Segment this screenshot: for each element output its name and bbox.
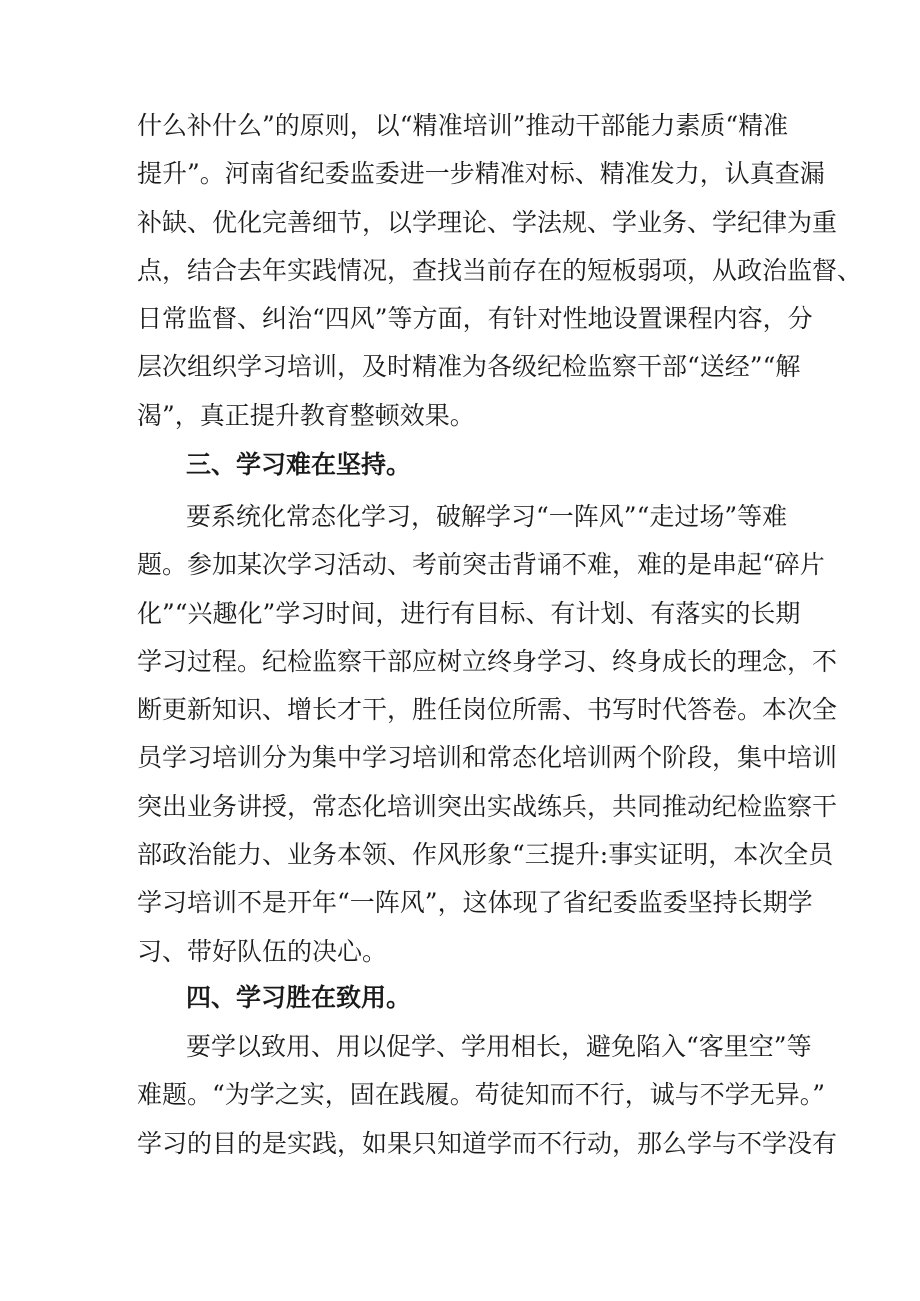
text-line: 学习过程。纪检监察干部应树立终身学习、终身成长的理念，不 [137, 646, 838, 676]
text-line: 日常监督、纠治“四风”等方面，有针对性地设置课程内容，分 [137, 304, 813, 334]
text-line: 化”“兴趣化”学习时间，进行有目标、有计划、有落实的长期 [137, 598, 801, 628]
text-line: 部政治能力、业务本领、作风形象“三提升:事实证明，本次全员 [137, 840, 834, 870]
text-line: 提升”。河南省纪委监委进一步精准对标、精准发力，认真查漏 [137, 159, 825, 189]
text-line: 断更新知识、增长才干，胜任岗位所需、书写时代答卷。本次全 [137, 695, 838, 725]
section-heading: 四、学习胜在致用。 [186, 983, 412, 1012]
paragraph-1 [137, 102, 863, 440]
section-3 [137, 441, 797, 489]
text-line: 补缺、优化完善细节，以学理论、学法规、学业务、学纪律为重 [137, 207, 838, 237]
text-line: 学习的目的是实践，如果只知道学而不行动，那么学与不学没有 [137, 1128, 838, 1158]
text-line: 点，结合去年实践情况，查找当前存在的短板弱项，从政治监督、 [137, 255, 863, 285]
text-line: 要学以致用、用以促学、学用相长，避免陷入“客里空”等 [186, 1032, 812, 1061]
text-line: 习、带好队伍的决心。 [137, 936, 388, 966]
text-line: 突出业务讲授，常态化培训突出实战练兵，共同推动纪检监察干 [137, 791, 838, 821]
text-line: 员学习培训分为集中学习培训和常态化培训两个阶段，集中培训 [137, 743, 838, 773]
text-line: 层次组织学习培训，及时精准为各级纪检监察干部“送经”“解 [137, 352, 801, 382]
text-line: 要系统化常态化学习，破解学习“一阵风”“走过场”等难 [186, 502, 788, 531]
text-line: 题。参加某次学习活动、考前突击背诵不难，难的是串起“碎片 [137, 550, 825, 580]
text-line: 什么补什么”的原则，以“精准培训”推动干部能力素质“精准 [137, 111, 789, 140]
section-heading: 三、学习难在坚持。 [186, 450, 412, 479]
text-line: 渴”，真正提升教育整顿效果。 [137, 400, 475, 430]
paragraph-2 [137, 493, 838, 976]
section-4 [137, 974, 797, 1022]
text-line: 难题。“为学之实，固在践履。苟徒知而不行，诚与不学无异。” [137, 1080, 826, 1110]
text-line: 学习培训不是开年“一阵风”，这体现了省纪委监委坚持长期学 [137, 888, 813, 918]
paragraph-3 [137, 1023, 838, 1168]
